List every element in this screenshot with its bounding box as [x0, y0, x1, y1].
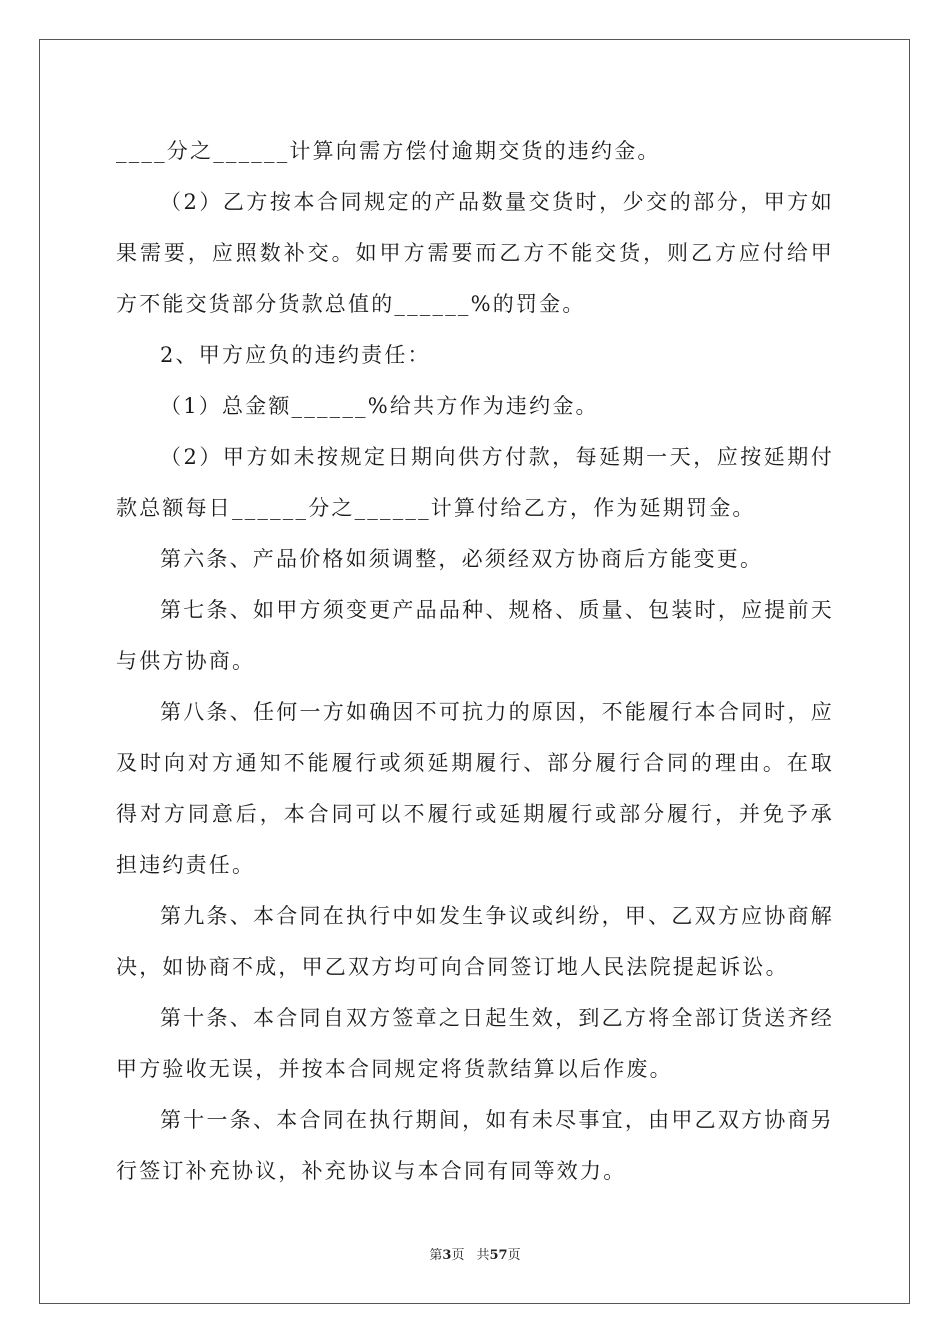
- page-footer: [0, 1247, 950, 1265]
- document-body: [116, 126, 834, 1197]
- paragraph: 第七条、如甲方须变更产品品种、规格、质量、包装时，应提前天与供方协商。: [116, 598, 834, 673]
- total-prefix: 共: [476, 1248, 490, 1263]
- paragraph: ____分之______计算向需方偿付逾期交货的违约金。: [116, 139, 661, 163]
- page-suffix: 页: [451, 1248, 465, 1263]
- paragraph: 第十条、本合同自双方签章之日起生效，到乙方将全部订货送齐经甲方验收无误，并按本合同规定将货款结算以后作废。: [116, 1006, 834, 1081]
- paragraph: 2、甲方应负的违约责任：: [160, 343, 431, 367]
- page-number: 3: [442, 1248, 452, 1263]
- paragraph: （1）总金额______%给共方作为违约金。: [160, 394, 599, 418]
- paragraph: 第十一条、本合同在执行期间，如有未尽事宜，由甲乙双方协商另行签订补充协议，补充协议与本合同有同等效力。: [116, 1108, 834, 1183]
- paragraph: （2）乙方按本合同规定的产品数量交货时，少交的部分，甲方如果需要，应照数补交。如甲方需要而乙方不能交货，则乙方应付给甲方不能交货部分货款总值的______%的罚金。: [116, 190, 834, 316]
- paragraph: （2）甲方如未按规定日期向供方付款，每延期一天，应按延期付款总额每日______分之______计算付给乙方，作为延期罚金。: [116, 445, 834, 520]
- paragraph: 第六条、产品价格如须调整，必须经双方协商后方能变更。: [160, 547, 764, 571]
- total-pages: 57: [489, 1248, 508, 1263]
- paragraph: 第八条、任何一方如确因不可抗力的原因，不能履行本合同时，应及时向对方通知不能履行或须延期履行、部分履行合同的理由。在取得对方同意后，本合同可以不履行或延期履行或部分履行，并免予承担违约责任。: [116, 700, 834, 877]
- paragraph: 第九条、本合同在执行中如发生争议或纠纷，甲、乙双方应协商解决，如协商不成，甲乙双方均可向合同签订地人民法院提起诉讼。: [116, 904, 834, 979]
- page-prefix: 第: [429, 1248, 443, 1263]
- total-suffix: 页: [507, 1248, 521, 1263]
